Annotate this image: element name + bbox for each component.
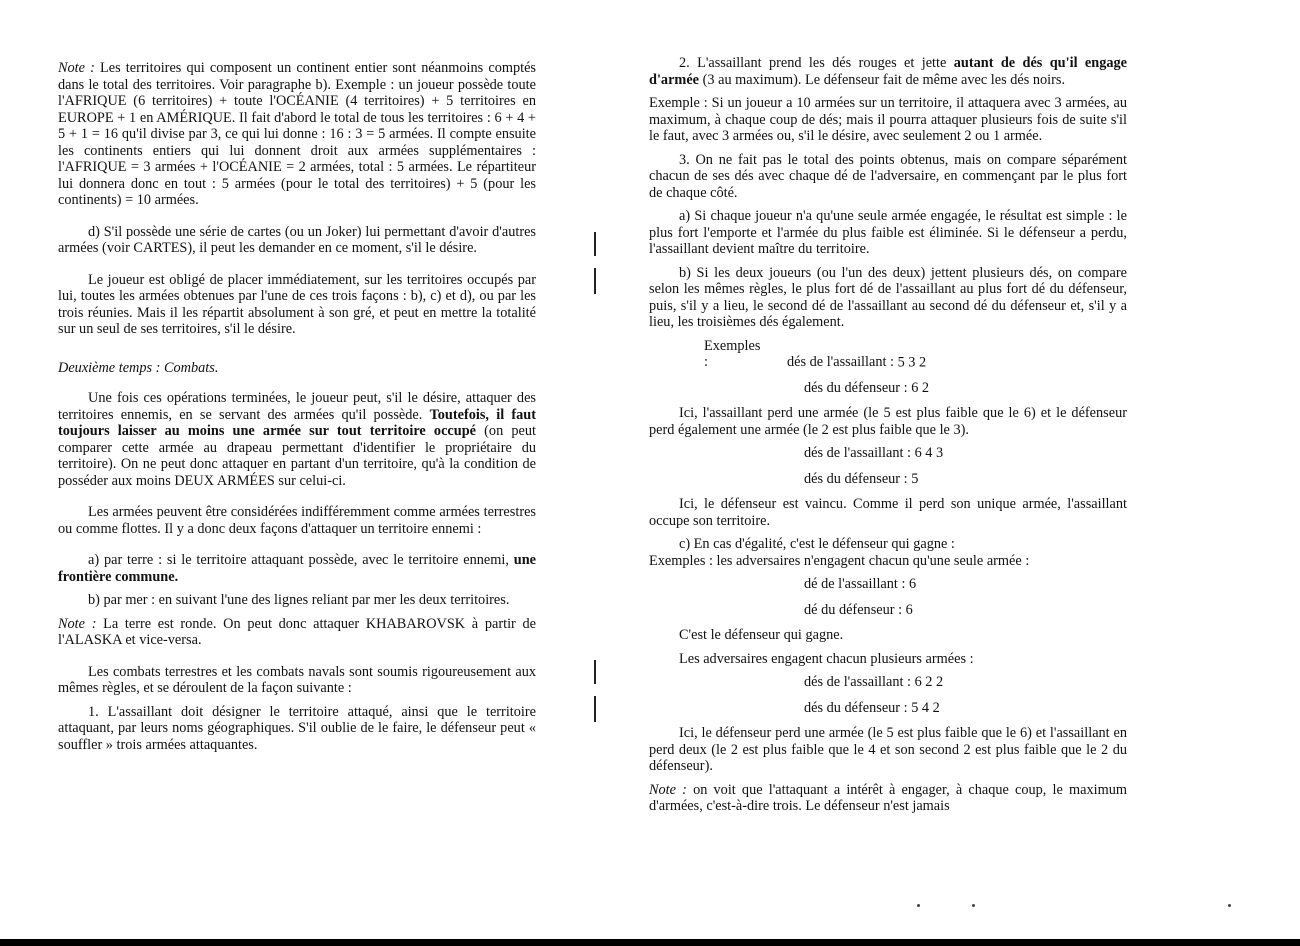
note-paragraph-1 <box>58 60 536 209</box>
step2-text-bold: autant de dés qu'il engage d'armée <box>649 55 1127 88</box>
paragraph-c: c) En cas d'égalité, c'est le défenseur qui gagne : <box>679 536 955 552</box>
speck <box>917 904 920 907</box>
note-text: on voit que l'attaquant a intérêt à engager, à chaque coup, le maximum d'armées, c'est-à-dire trois. Le défenseur n'est jamais <box>649 781 1127 814</box>
example-2-defender <box>649 471 1127 488</box>
dice-values: 5 <box>911 470 919 487</box>
dice-label: dés de l'assaillant : <box>787 354 894 370</box>
combat-text-a: Une fois ces opérations terminées, le joueur peut, s'il le désire, attaquer des territoires ennemis, en se servant des armées qu'il possède. <box>58 390 536 423</box>
dice-values: 6 2 2 <box>914 674 944 690</box>
dice-values: 6 <box>905 601 913 618</box>
dice-label: dés du défenseur : <box>804 470 908 487</box>
combat-text-bold: Toutefois, il faut toujours laisser au moins une armée sur tout territoire occupé <box>58 406 536 439</box>
paragraph-step-3: 3. On ne fait pas le total des points obtenus, mais on compare séparément chacun de ses dés avec chaque dé de l'adversaire, en commençant par le plus fort de chaque côté. <box>649 151 1127 201</box>
scan-bottom-edge <box>0 939 1300 946</box>
note-label: Note : <box>649 781 687 798</box>
example-4-explanation: Ici, le défenseur perd une armée (le 5 est plus faible que le 6) et l'assaillant en perd deux (le 2 est plus faible que le 4 et son second 2 est plus faible que le 2 du défenseur). <box>649 725 1127 774</box>
land-text-bold: une frontière commune. <box>58 552 536 585</box>
section-heading: Deuxième temps : Combats. <box>58 359 219 376</box>
speck <box>972 904 975 907</box>
paragraph-placement: Le joueur est obligé de placer immédiatement, sur les territoires occupés par lui, toutes les armées obtenues par l'une de ces trois façons : b), c) et d), ou par les trois réunies. Mais il les répartit absolument à son gré, et peut en mettre la totalité sur un seul de ses territoires, s'il le désire. <box>58 271 536 337</box>
paragraph-a: a) Si chaque joueur n'a qu'une seule armée engagée, le résultat est simple : le plus fort l'emporte et l'armée du plus faible est éliminée. Si le défenseur a perdu, l'assaillant devient maître du territoire. <box>649 208 1127 257</box>
land-text: a) par terre : si le territoire attaquant possède, avec le territoire ennemi, <box>88 552 509 568</box>
right-text-column <box>649 55 1127 822</box>
example-1-defender <box>649 380 1127 397</box>
example-3-explanation: C'est le défenseur qui gagne. <box>679 627 844 643</box>
dice-label: dés du défenseur : <box>804 379 908 396</box>
paragraph-rules: Les combats terrestres et les combats navals sont soumis rigoureusement aux mêmes règles, et se déroulent de la façon suivante : <box>58 663 536 696</box>
example-3-intro: Exemples : les adversaires n'engagent chacun qu'une seule armée : <box>649 552 1030 569</box>
paragraph-by-sea: b) par mer : en suivant l'une des lignes reliant par mer les deux territoires. <box>88 592 510 608</box>
paragraph-b: b) Si les deux joueurs (ou l'un des deux) jettent plusieurs dés, on compare selon les mêmes règles, le plus fort dé de l'assaillant au plus fort dé du défenseur, puis, s'il y a lieu, le second dé de l'assaillant au second dé du défenseur et, s'il y a lieu, les troisièmes dés également. <box>649 264 1127 330</box>
paragraph-step-2 <box>649 55 1127 88</box>
paragraph-armies: Les armées peuvent être considérées indifféremment comme armées terrestres ou comme flottes. Il y a donc deux façons d'attaquer un territoire ennemi : <box>58 504 536 537</box>
dice-label: dés de l'assaillant : <box>804 445 911 461</box>
right-page <box>600 0 1300 946</box>
left-page <box>0 0 600 946</box>
speck <box>1228 904 1231 907</box>
dice-values: 6 4 3 <box>914 445 944 461</box>
paragraph-step-1: 1. L'assaillant doit désigner le territoire attaqué, ainsi que le territoire attaquant, par leurs noms géographiques. S'il oublie de le faire, le défenseur peut « souffler » trois armées attaquantes. <box>58 703 536 753</box>
example-3-attacker <box>649 576 1127 593</box>
dice-values: 6 2 <box>911 379 930 396</box>
example-4-defender <box>649 700 1127 717</box>
paragraph-combat-intro <box>58 390 536 489</box>
examples-label: Exemples : <box>704 337 761 370</box>
dice-label: dés de l'assaillant : <box>804 674 911 690</box>
example-1-explanation: Ici, l'assaillant perd une armée (le 5 est plus faible que le 6) et le défenseur perd également une armée (le 2 est plus faible que le 3). <box>649 405 1127 438</box>
combat-text-b: (on peut comparer cette armée au drapeau permettant d'identifier le propriétaire du territoire). On ne peut donc attaquer en partant d'un territoire, qu'à la condition de posséder aux moins DEUX ARMÉES sur celui-ci. <box>58 423 536 489</box>
note-paragraph <box>649 782 1127 815</box>
dice-values: 6 <box>909 576 917 592</box>
dice-label: dé du défenseur : <box>804 601 903 618</box>
gutter-mark <box>594 268 596 294</box>
dice-values: 5 3 2 <box>897 354 927 370</box>
example-4-attacker <box>649 674 1127 691</box>
example-3-defender <box>649 602 1127 619</box>
gutter-mark <box>594 232 596 256</box>
example-1-attacker <box>649 338 1127 371</box>
note-label: Note : <box>58 60 95 76</box>
example-2-attacker <box>649 445 1127 462</box>
paragraph-d: d) S'il possède une série de cartes (ou un Joker) lui permettant d'avoir d'autres armées (voir CARTES), il peut les demander en ce moment, s'il le désire. <box>58 223 536 256</box>
paragraph-example-1: Exemple : Si un joueur a 10 armées sur un territoire, il attaquera avec 3 armées, au maximum, à chaque coup de dés; mais il pourra attaquer plusieurs fois de suite s'il le faut, avec 3 armées ou, s'il le désire, avec seulement 2 ou 1 armée. <box>649 95 1127 144</box>
note-label-2: Note : <box>58 615 97 632</box>
dice-label: dés du défenseur : <box>804 699 908 716</box>
gutter-mark <box>594 660 596 684</box>
step2-text-a: 2. L'assaillant prend les dés rouges et jette <box>679 55 947 71</box>
step2-text-b: (3 au maximum). Le défenseur fait de même avec les dés noirs. <box>702 71 1066 88</box>
note-text: Les territoires qui composent un continent entier sont néanmoins comptés dans le total des territoires. Voir paragraphe b). Exemple : un joueur possède toute l'AFRIQUE (6 territoires) + toute l'OCÉANIE (4 territoires) + 5 territoires en EUROPE + 1 en AMÉRIQUE. Il fait d'abord le total de tous les territoires : 6 + 4 + 5 + 1 = 16 qu'il divise par 3, ce qui lui donne : 16 : 3 = 5 armées. Il compte ensuite les continents entiers qui lui donnent droit aux armées supplémentaires : l'AFRIQUE = 3 armées + l'OCÉANIE = 2 armées, total : 5 armées. Le répartiteur lui donnera donc en tout : 5 armées (pour le total des territoires) + 5 (pour les continents) = 10 armées. <box>58 60 536 208</box>
example-2-explanation: Ici, le défenseur est vaincu. Comme il perd son unique armée, l'assaillant occupe son territoire. <box>649 496 1127 529</box>
note-paragraph-2 <box>58 616 536 649</box>
gutter-mark <box>594 696 596 722</box>
note-text-2: La terre est ronde. On peut donc attaquer KHABAROVSK à partir de l'ALASKA et vice-versa. <box>58 615 536 648</box>
dice-values: 5 4 2 <box>911 699 940 716</box>
example-4-intro: Les adversaires engagent chacun plusieurs armées : <box>679 650 974 667</box>
dice-label: dé de l'assaillant : <box>804 576 906 592</box>
paragraph-by-land <box>58 552 536 585</box>
left-text-column <box>58 60 536 760</box>
